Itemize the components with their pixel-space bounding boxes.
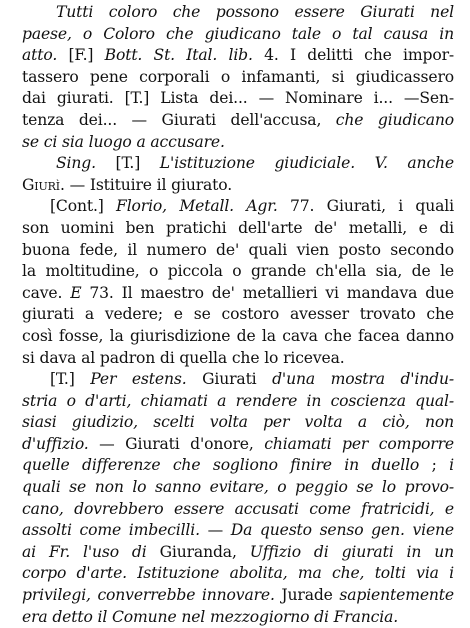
italic-text: che giudicano — [335, 110, 454, 129]
italic-text: L'istituzione giudiciale. V. anche — [159, 154, 455, 173]
roman-text: — — [199, 521, 231, 540]
italic-text: sapientemente — [339, 586, 454, 605]
roman-text: cave. — [22, 283, 71, 302]
italic-text: quali se non lo sanno evitare, o peggio se lo provo- — [22, 478, 454, 497]
text-line — [22, 283, 454, 305]
italic-text: era detto il Comune nel mezzogiorno di Francia. — [22, 607, 399, 626]
text-line — [22, 261, 454, 283]
italic-text: corpo d'arte. Istituzione abolita, ma che, tolti via i — [22, 564, 454, 583]
roman-text: buona fede, il numero de' quali vien posto secondo — [22, 240, 454, 259]
text-line — [22, 88, 454, 110]
roman-text: dai giurati. [T.] Lista dei... — Nominare i... —Sen- — [22, 89, 454, 108]
roman-text: [Cont.] — [50, 197, 117, 216]
roman-text: . — Istituire il giurato. — [59, 175, 233, 194]
roman-text: son uomini ben pratichi dell'arte de' metalli, e di — [22, 218, 454, 237]
roman-text: ; — [419, 456, 450, 475]
italic-text: Florio, Metall. Agr. — [116, 197, 278, 216]
italic-text: assolti come imbecilli. — [22, 521, 200, 540]
italic-text: Sing. — [56, 154, 96, 173]
roman-text: [T.] — [50, 370, 91, 389]
text-line — [22, 563, 454, 585]
text-line — [22, 520, 454, 542]
roman-text: 4. I delitti che impor- — [252, 46, 454, 65]
italic-text: chiamati per comporre — [264, 434, 454, 453]
text-line — [22, 240, 454, 262]
roman-text: tassero pene corporali o infamanti, si giudicassero — [22, 67, 454, 86]
italic-text: E — [70, 283, 82, 302]
italic-text: cano, dovrebbero essere accusati come fratricidi, e — [22, 499, 454, 518]
text-line — [50, 196, 454, 218]
text-line — [22, 67, 454, 89]
italic-text: se ci sia luogo a accusare. — [22, 132, 225, 151]
text-line — [22, 542, 454, 564]
italic-text: siasi giudizio, scelti volta per volta a ciò, non — [22, 413, 454, 432]
roman-text: così fosse, la giurisdizione de la cava che facea danno — [22, 326, 454, 345]
text-line — [22, 585, 454, 607]
roman-text: Jurade — [274, 586, 340, 605]
italic-text: Tutti coloro che possono essere Giurati nel — [56, 3, 454, 21]
text-line — [50, 369, 454, 391]
roman-text: giurati a vedere; e se costoro avesser trovato che — [22, 305, 454, 324]
italic-text: quelle differenze che sogliono finire in duello — [22, 456, 420, 475]
italic-text: Per estens. — [90, 370, 187, 389]
text-line — [22, 477, 454, 499]
text-line — [22, 499, 454, 521]
text-line — [22, 218, 454, 240]
italic-text: Bott. St. Ital. lib. — [104, 46, 253, 65]
roman-text: si dava al padron di quella che lo ricevea. — [22, 348, 345, 367]
italic-text: i — [449, 456, 454, 475]
text-line — [22, 434, 454, 456]
text-line — [22, 455, 454, 477]
roman-text: — Giurati d'onore, — [88, 434, 265, 453]
italic-text: ai Fr. l'uso di — [22, 542, 147, 561]
italic-text: paese, o Coloro che giudicano tale o tal causa in — [22, 24, 454, 43]
italic-text: Uffizio di giurati in un — [249, 542, 454, 561]
roman-text: la moltitudine, o piccola o grande ch'ella sia, de le — [22, 262, 454, 281]
text-line — [22, 175, 300, 197]
italic-text: stria o d'arti, chiamati a rendere in coscienza qual- — [22, 391, 454, 410]
italic-text: d'una mostra d'indu- — [272, 370, 454, 389]
roman-text: tenza dei... — Giurati dell'accusa, — [22, 110, 336, 129]
text-line — [22, 110, 454, 132]
italic-text: Da questo senso gen. viene — [230, 521, 455, 540]
italic-text: privilegi, converrebbe innovare. — [22, 586, 275, 605]
roman-text: [F.] — [57, 46, 105, 65]
text-line — [22, 391, 454, 413]
text-line — [22, 45, 454, 67]
roman-text: Giurì — [22, 175, 60, 194]
text-line — [56, 153, 454, 175]
text-line — [22, 132, 300, 154]
roman-text: 73. Il maestro de' metallieri vi mandava due — [81, 283, 454, 302]
italic-text: d'uffizio. — [22, 434, 89, 453]
text-line — [22, 24, 454, 46]
text-line — [56, 2, 454, 24]
roman-text: Giuranda, — [146, 542, 250, 561]
text-line — [22, 304, 454, 326]
text-line — [22, 326, 454, 348]
roman-text: [T.] — [95, 154, 160, 173]
text-line — [22, 348, 374, 370]
text-line — [22, 607, 454, 628]
roman-text: 77. Giurati, i quali — [277, 197, 454, 216]
italic-text: atto. — [22, 46, 58, 65]
text-line — [22, 412, 454, 434]
roman-text: Giurati — [186, 370, 273, 389]
